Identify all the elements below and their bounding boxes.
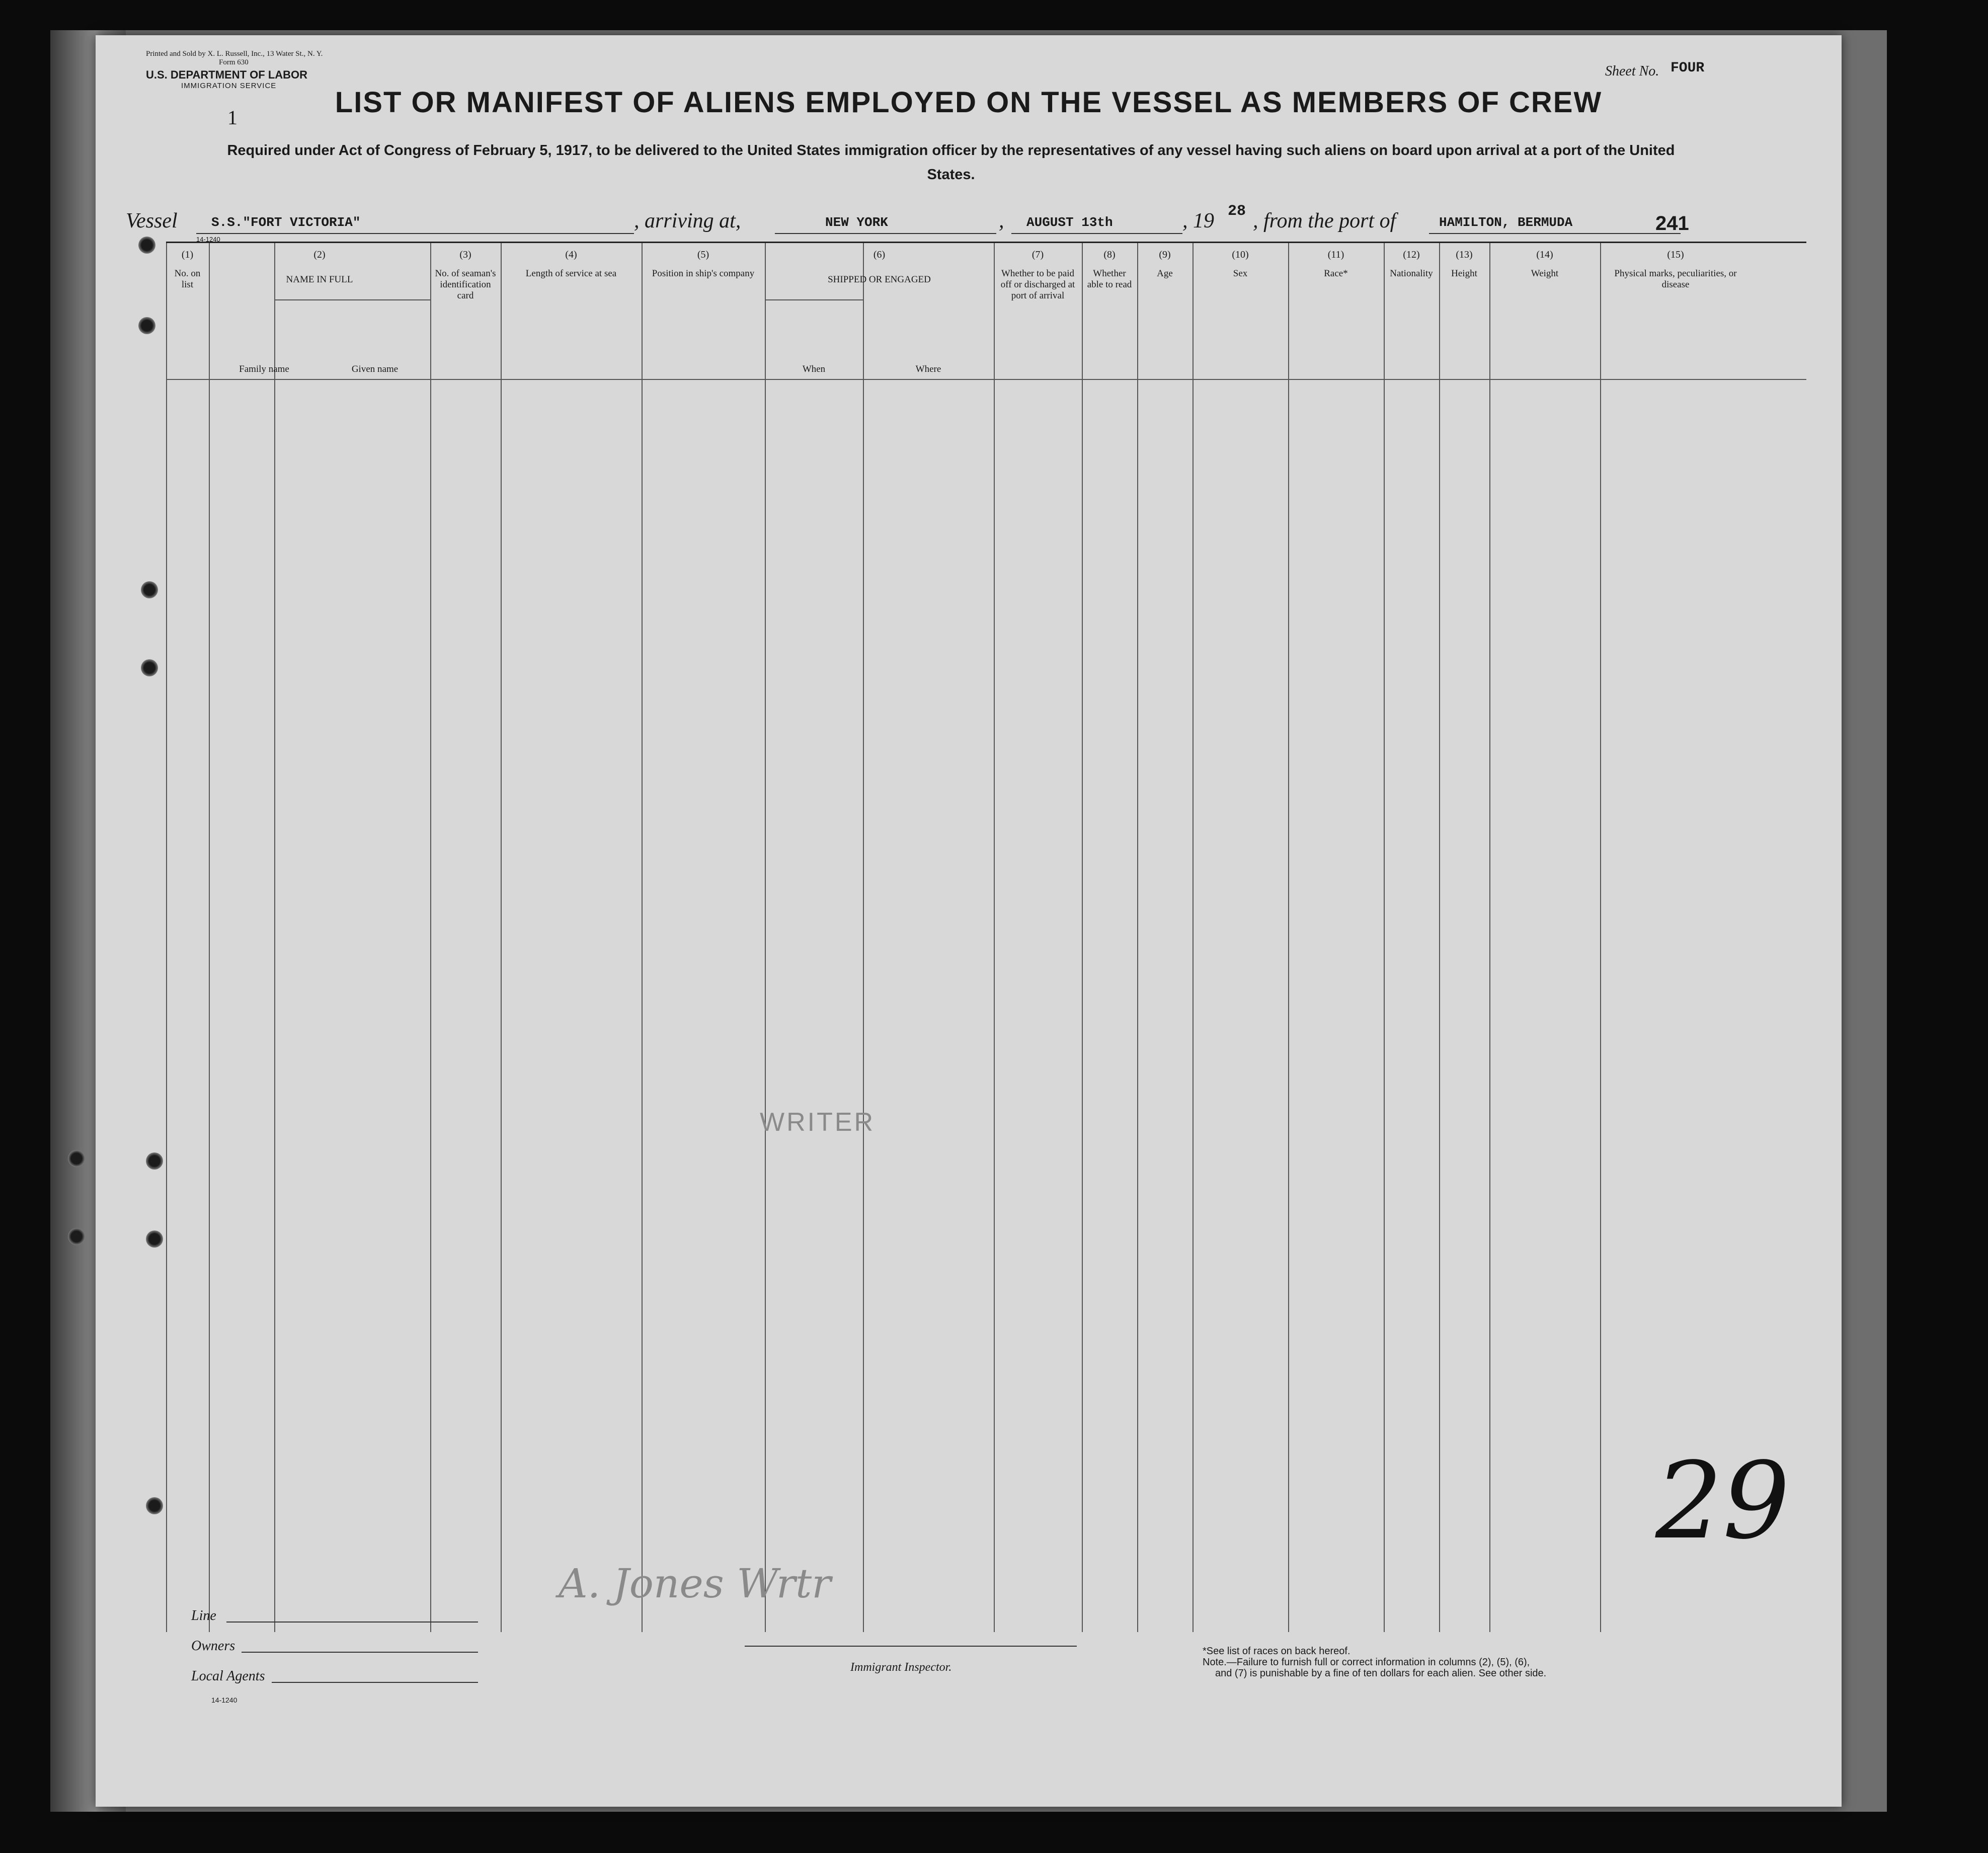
column-label-c9: Age (1157, 268, 1173, 279)
column-label-c14: Weight (1531, 268, 1559, 279)
reference-number: 241 (1655, 212, 1689, 235)
owners-label: Owners (191, 1638, 235, 1654)
from-label: , from the port of (1253, 209, 1396, 233)
column-number-c9: (9) (1159, 249, 1171, 260)
column-rule (1489, 243, 1490, 1632)
column-number-c11: (11) (1327, 249, 1344, 260)
inspector-label: Immigrant Inspector. (850, 1661, 952, 1674)
fine-note-2: and (7) is punishable by a fine of ten dollars for each alien. See other side. (1215, 1668, 1547, 1679)
arrival-date: AUGUST 13th (1026, 215, 1113, 230)
column-label-c7: Whether to be paid off or discharged at port of arrival (1000, 268, 1075, 301)
binder-hole (141, 581, 158, 598)
total-count: 29 (1655, 1439, 1790, 1563)
column-label-c11: Race* (1324, 268, 1348, 279)
year-prefix: , 19 (1182, 209, 1214, 233)
column-number-c14: (14) (1536, 249, 1553, 260)
column-number-c6: (6) (873, 249, 886, 260)
page-subtitle: Required under Act of Congress of February 5, 1917, to be delivered to the United States immigration officer by the representatives of any vessel having such aliens on board upon arrival at a port of the United States. (227, 142, 1675, 183)
arriving-label: , arriving at, (634, 209, 741, 233)
shipped-header-rule (765, 299, 863, 300)
column-rule (1082, 243, 1083, 1632)
column-number-c10: (10) (1232, 249, 1249, 260)
column-rule (430, 243, 431, 1632)
column-rule (1439, 243, 1440, 1632)
column-rule (765, 243, 766, 1632)
column-rule (863, 243, 864, 1632)
column-rule (501, 243, 502, 1632)
binder-hole (146, 1497, 163, 1514)
column-number-c1: (1) (181, 249, 194, 260)
column-number-c12: (12) (1403, 249, 1420, 260)
column-label-c2: NAME IN FULL (286, 274, 353, 285)
column-rule (642, 243, 643, 1632)
binder-hole (68, 1150, 85, 1167)
column-number-c15: (15) (1667, 249, 1684, 260)
column-label-c13: Height (1451, 268, 1477, 279)
handwritten-mark: 1 (227, 106, 237, 129)
form-number: Form 630 (219, 58, 249, 66)
column-label-c4: Length of service at sea (525, 268, 617, 279)
service: IMMIGRATION SERVICE (181, 82, 277, 90)
column-rule (209, 243, 210, 1632)
column-number-c7: (7) (1031, 249, 1044, 260)
arriving-at: NEW YORK (825, 215, 888, 230)
column-number-c4: (4) (565, 249, 577, 260)
name-header-rule (274, 299, 430, 300)
column-label-c3: No. of seaman's identification card (435, 268, 496, 301)
family-name-header: Family name (239, 364, 289, 374)
page-title: LIST OR MANIFEST OF ALIENS EMPLOYED ON THE VESSEL AS MEMBERS OF CREW (335, 86, 1603, 119)
column-number-c3: (3) (459, 249, 471, 260)
vessel-line: Vessel S.S."FORT VICTORIA" , arriving at, NEW YORK , AUGUST 13th , 19 28 , from the port of HAMILTON, BERMUDA (126, 209, 1837, 239)
column-rule (1600, 243, 1601, 1632)
binder-hole (68, 1228, 85, 1245)
vessel-label: Vessel (126, 209, 178, 233)
binder-hole (141, 659, 158, 676)
sheet-number: FOUR (1671, 60, 1705, 76)
column-label-c12: Nationality (1390, 268, 1433, 279)
binder-hole (146, 1230, 163, 1248)
binder-hole (138, 237, 155, 254)
column-label-c10: Sex (1233, 268, 1248, 279)
year-suffix: 28 (1228, 203, 1246, 220)
binder-hole (138, 317, 155, 334)
form-code: 14-1240 (196, 236, 220, 243)
port-of-departure: HAMILTON, BERMUDA (1439, 215, 1573, 230)
manifest-table (166, 242, 1806, 1622)
column-rule (1288, 243, 1289, 1632)
column-label-c1: No. on list (174, 268, 201, 290)
handwritten-signature: A. Jones Wrtr (559, 1560, 831, 1607)
column-rule (1192, 243, 1194, 1632)
where-header: Where (915, 364, 941, 374)
column-number-c2: (2) (313, 249, 326, 260)
column-number-c13: (13) (1456, 249, 1473, 260)
manifest-sheet (96, 35, 1842, 1807)
department: U.S. DEPARTMENT OF LABOR (146, 68, 308, 81)
header-bottom-rule (166, 379, 1806, 380)
sheet-number-label: Sheet No. (1605, 63, 1659, 79)
races-note: *See list of races on back hereof. (1203, 1646, 1350, 1657)
column-rule (166, 243, 167, 1632)
given-name-header: Given name (351, 364, 399, 374)
column-rule (1384, 243, 1385, 1632)
binder-hole (146, 1152, 163, 1170)
column-rule (274, 243, 275, 1632)
column-number-c5: (5) (697, 249, 709, 260)
column-label-c6: SHIPPED OR ENGAGED (828, 274, 931, 285)
column-label-c8: Whether able to read (1087, 268, 1132, 290)
column-rule (994, 243, 995, 1632)
writer-annotation: WRITER (760, 1108, 876, 1137)
vessel-name: S.S."FORT VICTORIA" (211, 215, 361, 230)
form-code-bottom: 14-1240 (211, 1696, 237, 1704)
when-header: When (802, 364, 826, 374)
local-agents-label: Local Agents (191, 1668, 265, 1684)
column-rule (1137, 243, 1138, 1632)
printer-credit: Printed and Sold by X. L. Russell, Inc., 13 Water St., N. Y. (146, 50, 323, 58)
column-label-c15: Physical marks, peculiarities, or disease (1614, 268, 1737, 290)
column-label-c5: Position in ship's company (652, 268, 755, 279)
column-number-c8: (8) (1103, 249, 1116, 260)
line-label: Line (191, 1608, 216, 1624)
fine-note-1: Note.—Failure to furnish full or correct information in columns (2), (5), (6), (1203, 1657, 1530, 1668)
